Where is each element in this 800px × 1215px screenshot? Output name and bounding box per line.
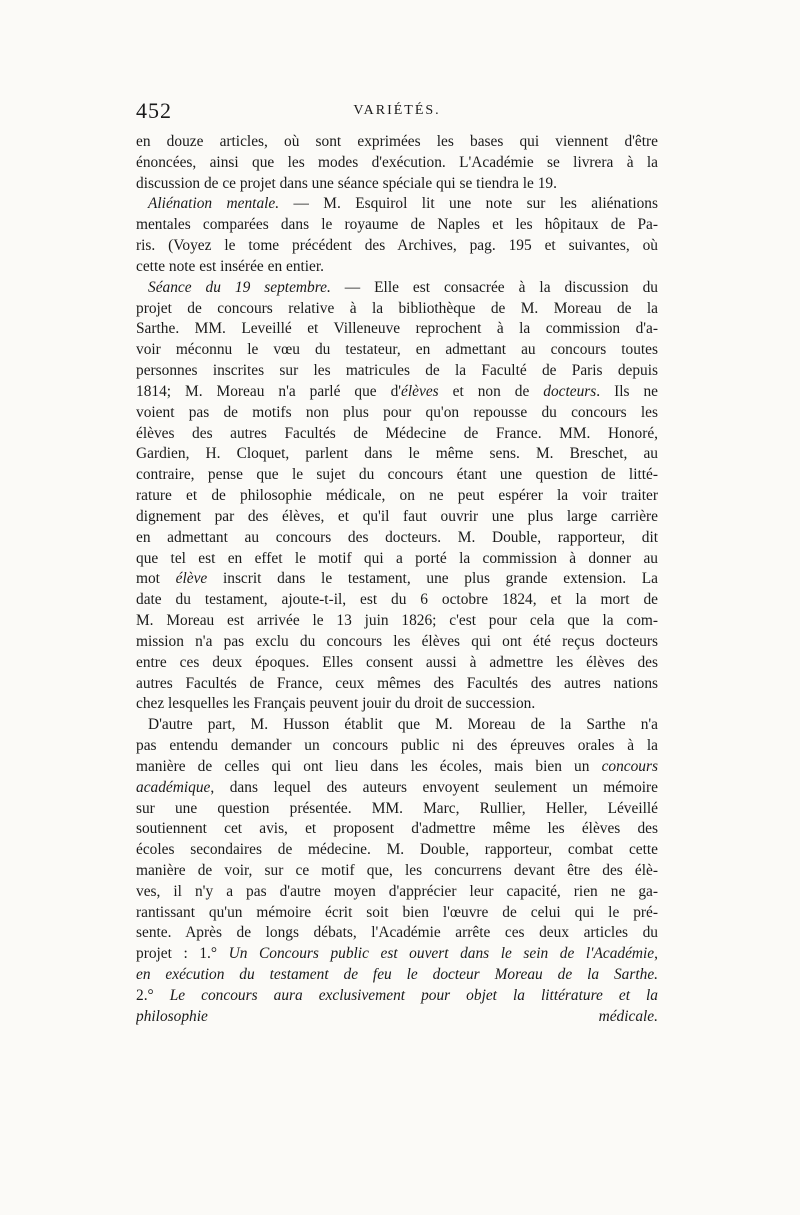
text-line: M. Moreau est arrivée le 13 juin 1826; c'est pour cela que la com-	[136, 612, 658, 630]
text-line: sur une question présentée. MM. Marc, Rullier, Heller, Léveillé	[136, 799, 658, 817]
text-line: en admettant au concours des docteurs. M. Double, rapporteur, dit	[136, 528, 658, 546]
text-line: Aliénation mentale. — M. Esquirol lit une note sur les aliénations	[148, 195, 658, 213]
text-line: ves, il n'y a pas d'autre moyen d'apprécier leur capacité, rien ne ga-	[136, 882, 658, 900]
text-line: chez lesquelles les Français peuvent jouir du droit de succession.	[136, 695, 536, 713]
text-line: Séance du 19 septembre. — Elle est consacrée à la discussion du	[148, 278, 658, 296]
text-line: date du testament, ajoute-t-il, est du 6 octobre 1824, et la mort de	[136, 591, 658, 609]
running-title: VARIÉTÉS.	[353, 103, 441, 118]
page-number: 452	[136, 98, 172, 123]
text-line: sente. Après de longs débats, l'Académie arrête ces deux articles du	[136, 924, 658, 942]
text-line: discussion de ce projet dans une séance spéciale qui se tiendra le 19.	[136, 174, 557, 192]
text-line: philosophie médicale.	[136, 1007, 658, 1025]
text-line: voient pas de motifs non plus pour qu'on repousse du concours les	[136, 403, 658, 421]
text-line: rature et de philosophie médicale, on ne peut espérer la voir traiter	[136, 487, 658, 505]
text-line: D'autre part, M. Husson établit que M. Moreau de la Sarthe n'a	[148, 716, 658, 734]
text-line: voir méconnu le vœu du testateur, en admettant au concours toutes	[136, 341, 658, 359]
text-line: pas entendu demander un concours public ni des épreuves orales à la	[136, 737, 658, 755]
page-header	[136, 98, 658, 124]
text-line: élèves des autres Facultés de Médecine de France. MM. Honoré,	[136, 424, 658, 442]
text-line: ris. (Voyez le tome précédent des Archives, pag. 195 et suivantes, où	[136, 237, 658, 255]
text-line: Sarthe. MM. Leveillé et Villeneuve reprochent à la commission d'a-	[136, 320, 658, 338]
text-line: en douze articles, où sont exprimées les bases qui viennent d'être	[136, 133, 658, 150]
text-line: énoncées, ainsi que les modes d'exécution. L'Académie se livrera à la	[136, 153, 658, 171]
text-line: contraire, pense que le sujet du concours étant une question de litté-	[136, 466, 658, 484]
text-line: rantissant qu'un mémoire écrit soit bien l'œuvre de celui qui le pré-	[136, 903, 658, 921]
text-line: académique, dans lequel des auteurs envoyent seulement un mémoire	[136, 778, 658, 796]
text-line: manière de voir, sur ce motif que, les concurrens devant être des élè-	[136, 861, 658, 879]
text-line: mission n'a pas exclu du concours les élèves qui ont été reçus docteurs	[136, 632, 658, 650]
text-line: mentales comparées dans le royaume de Naples et les hôpitaux de Pa-	[136, 216, 658, 234]
text-body	[136, 132, 658, 1028]
text-line: en exécution du testament de feu le docteur Moreau de la Sarthe.	[136, 966, 658, 984]
text-line: autres Facultés de France, ceux mêmes des Facultés des autres nations	[136, 674, 658, 692]
text-line: projet : 1.° Un Concours public est ouvert dans le sein de l'Académie,	[136, 945, 658, 963]
text-line: écoles secondaires de médecine. M. Double, rapporteur, combat cette	[136, 841, 658, 859]
text-line: dignement par des élèves, et qu'il faut ouvrir une plus large carrière	[136, 507, 658, 525]
text-line: cette note est insérée en entier.	[136, 257, 325, 275]
text-line: projet de concours relative à la bibliothèque de M. Moreau de la	[136, 299, 658, 317]
text-line: manière de celles qui ont lieu dans les écoles, mais bien un concours	[136, 757, 658, 775]
text-line: 2.° Le concours aura exclusivement pour objet la littérature et la	[136, 986, 658, 1004]
text-line: que tel est en effet le motif qui a porté la commission à donner au	[136, 549, 658, 567]
text-line: soutiennent cet avis, et proposent d'admettre même les élèves des	[136, 820, 658, 838]
text-line: entre ces deux époques. Elles consent aussi à admettre les élèves des	[136, 653, 658, 671]
text-line: 1814; M. Moreau n'a parlé que d'élèves et non de docteurs. Ils ne	[136, 382, 658, 400]
text-line: mot élève inscrit dans le testament, une plus grande extension. La	[136, 570, 658, 588]
text-line: Gardien, H. Cloquet, parlent dans le même sens. M. Breschet, au	[136, 445, 658, 463]
text-line: personnes inscrites sur les matricules de la Faculté de Paris depuis	[136, 362, 658, 380]
